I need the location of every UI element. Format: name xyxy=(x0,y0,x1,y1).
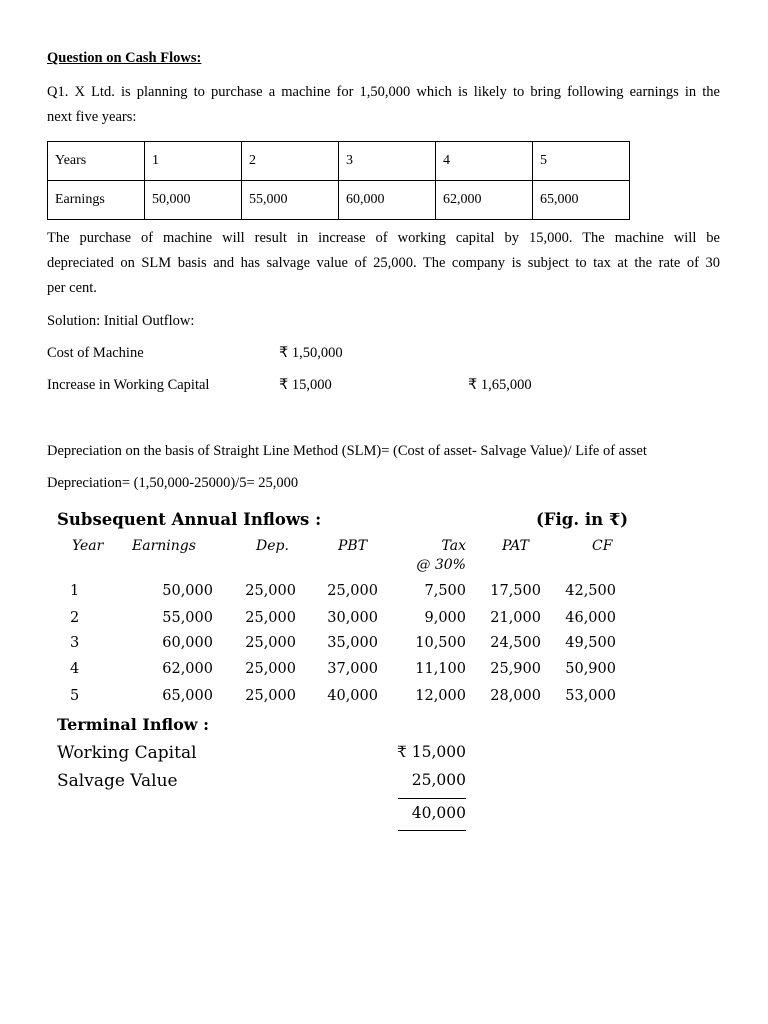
row-cf: 46,000 xyxy=(565,610,616,626)
row-pbt: 25,000 xyxy=(327,583,378,599)
row-earnings: 55,000 xyxy=(162,610,213,626)
table-row-earnings xyxy=(48,181,630,220)
depreciation-formula: Depreciation on the basis of Straight Line Method (SLM)= (Cost of asset- Salvage Value)/ Life of asset xyxy=(47,443,647,459)
header-dep: Dep. xyxy=(256,538,289,554)
working-capital-value: ₹ 15,000 xyxy=(279,377,332,393)
header-pat: PAT xyxy=(502,538,529,554)
row-pbt: 30,000 xyxy=(327,610,378,626)
row-year: 5 xyxy=(70,688,80,704)
row-earnings: 65,000 xyxy=(162,688,213,704)
terminal-wc-value: ₹ 15,000 xyxy=(396,743,466,761)
row-earnings: 60,000 xyxy=(162,635,213,651)
row-pat: 17,500 xyxy=(490,583,541,599)
row-year: 3 xyxy=(70,635,80,651)
row-dep: 25,000 xyxy=(245,688,296,704)
row-earnings: 62,000 xyxy=(162,661,213,677)
row-pbt: 37,000 xyxy=(327,661,378,677)
row-pat: 24,500 xyxy=(490,635,541,651)
row-cf: 50,900 xyxy=(565,661,616,677)
row-dep: 25,000 xyxy=(245,661,296,677)
initial-outflow-total: ₹ 1,65,000 xyxy=(468,377,532,393)
row-tax: 7,500 xyxy=(424,583,466,599)
terminal-title: Terminal Inflow : xyxy=(57,715,210,734)
row-cf: 49,500 xyxy=(565,635,616,651)
row-pat: 21,000 xyxy=(490,610,541,626)
row-tax: 10,500 xyxy=(415,635,466,651)
terminal-salvage-label: Salvage Value xyxy=(57,771,178,791)
row-year: 2 xyxy=(70,610,80,626)
table-cell: 2 xyxy=(242,142,339,181)
row-tax: 9,000 xyxy=(424,610,466,626)
table-cell: 50,000 xyxy=(145,181,242,220)
cost-of-machine-label: Cost of Machine xyxy=(47,345,144,361)
depreciation-calculation: Depreciation= (1,50,000-25000)/5= 25,000 xyxy=(47,475,299,491)
row-dep: 25,000 xyxy=(245,635,296,651)
row-pbt: 40,000 xyxy=(327,688,378,704)
table-cell: 4 xyxy=(436,142,533,181)
solution-label: Solution: Initial Outflow: xyxy=(47,313,195,329)
row-dep: 25,000 xyxy=(245,610,296,626)
table-cell: 5 xyxy=(533,142,630,181)
table-cell: Earnings xyxy=(48,181,145,220)
cost-of-machine-value: ₹ 1,50,000 xyxy=(279,345,343,361)
header-year: Year xyxy=(72,538,104,554)
table-cell: 55,000 xyxy=(242,181,339,220)
row-dep: 25,000 xyxy=(245,583,296,599)
terminal-wc-label: Working Capital xyxy=(57,743,197,763)
question-line-1: Q1. X Ltd. is planning to purchase a machine for 1,50,000 which is likely to bring following earnings in the xyxy=(47,84,720,100)
sum-underline xyxy=(398,798,466,799)
row-year: 4 xyxy=(70,661,80,677)
header-tax-rate: @ 30% xyxy=(416,557,466,573)
para-line-1: The purchase of machine will result in increase of working capital by 15,000. The machine will be xyxy=(47,230,720,246)
header-cf: CF xyxy=(592,538,613,554)
description-paragraph xyxy=(47,226,720,301)
question-line-2: next five years: xyxy=(47,109,137,125)
row-tax: 11,100 xyxy=(415,661,466,677)
para-line-2: depreciated on SLM basis and has salvage value of 25,000. The company is subject to tax at the rate of 30 xyxy=(47,255,720,271)
row-pat: 28,000 xyxy=(490,688,541,704)
table-cell: Years xyxy=(48,142,145,181)
table-cell: 60,000 xyxy=(339,181,436,220)
row-pbt: 35,000 xyxy=(327,635,378,651)
para-line-3: per cent. xyxy=(47,280,97,296)
total-underline xyxy=(398,830,466,831)
row-year: 1 xyxy=(70,583,80,599)
table-row-years xyxy=(48,142,630,181)
header-earnings: Earnings xyxy=(132,538,196,554)
header-tax: Tax xyxy=(441,538,466,554)
earnings-table xyxy=(47,141,630,220)
table-cell: 1 xyxy=(145,142,242,181)
table-cell: 3 xyxy=(339,142,436,181)
row-tax: 12,000 xyxy=(415,688,466,704)
row-earnings: 50,000 xyxy=(162,583,213,599)
terminal-total: 40,000 xyxy=(411,804,466,822)
page-heading: Question on Cash Flows: xyxy=(47,50,202,66)
terminal-salvage-value: 25,000 xyxy=(411,771,466,789)
header-pbt: PBT xyxy=(338,538,368,554)
inflows-title: Subsequent Annual Inflows : xyxy=(57,510,322,529)
row-cf: 53,000 xyxy=(565,688,616,704)
row-pat: 25,900 xyxy=(490,661,541,677)
working-capital-label: Increase in Working Capital xyxy=(47,377,210,393)
question-text xyxy=(47,80,720,130)
row-cf: 42,500 xyxy=(565,583,616,599)
figures-note: (Fig. in ₹) xyxy=(536,510,629,529)
table-cell: 65,000 xyxy=(533,181,630,220)
table-cell: 62,000 xyxy=(436,181,533,220)
